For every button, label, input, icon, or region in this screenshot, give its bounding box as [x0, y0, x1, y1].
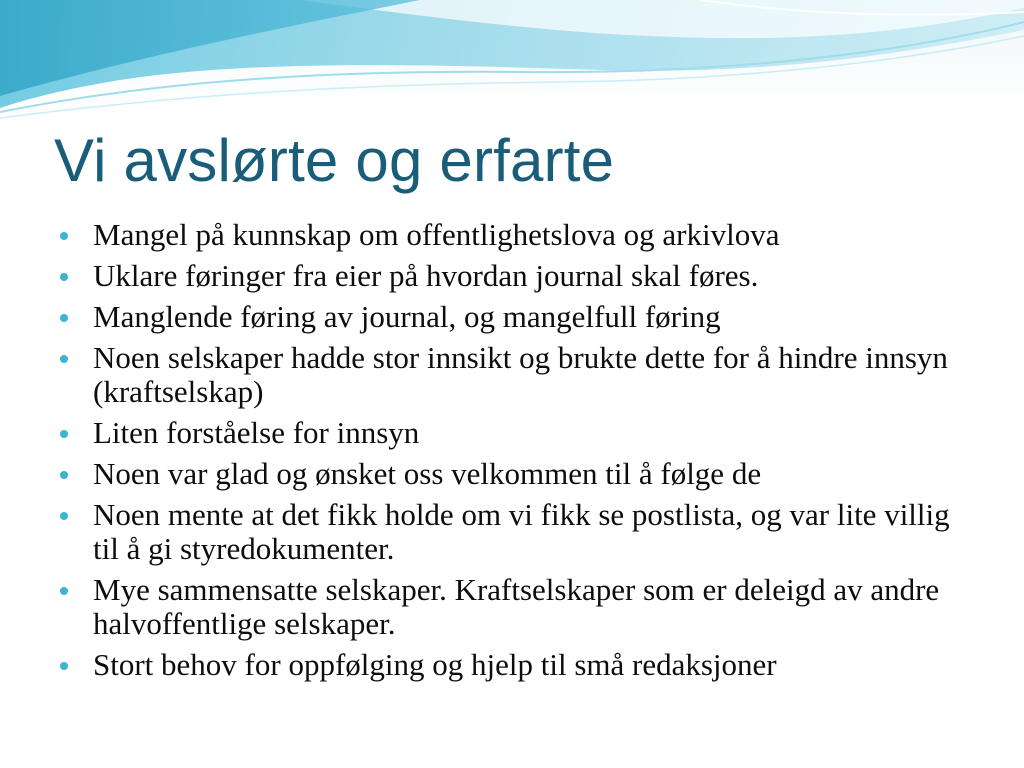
bullet-marker-icon [60, 471, 68, 479]
bullet-text: Manglende føring av journal, og mangelfull føring [93, 299, 721, 334]
bullet-list [60, 218, 960, 689]
slide-title: Vi avslørte og erfarte [54, 127, 615, 194]
bullet-marker-icon [60, 430, 68, 438]
bullet-item [60, 341, 960, 409]
bullet-text: Noen var glad og ønsket oss velkommen til å følge de [93, 456, 762, 491]
bullet-item [60, 416, 960, 450]
bullet-item [60, 457, 960, 491]
bullet-text: Noen selskaper hadde stor innsikt og brukte dette for å hindre innsyn (kraftselskap) [93, 340, 948, 409]
bullet-marker-icon [60, 273, 68, 281]
bullet-text: Stort behov for oppfølging og hjelp til små redaksjoner [93, 647, 777, 682]
bullet-item [60, 218, 960, 252]
bullet-marker-icon [60, 512, 68, 520]
bullet-marker-icon [60, 587, 68, 595]
bullet-text: Mye sammensatte selskaper. Kraftselskaper som er deleigd av andre halvoffentlige selskaper. [93, 572, 940, 641]
bullet-text: Liten forståelse for innsyn [93, 415, 420, 450]
bullet-marker-icon [60, 662, 68, 670]
bullet-item [60, 498, 960, 566]
bullet-item [60, 648, 960, 682]
bullet-item [60, 259, 960, 293]
bullet-item [60, 300, 960, 334]
decorative-wave-header [0, 0, 1024, 130]
bullet-item [60, 573, 960, 641]
bullet-marker-icon [60, 355, 68, 363]
bullet-text: Mangel på kunnskap om offentlighetslova og arkivlova [93, 217, 780, 252]
bullet-text: Noen mente at det fikk holde om vi fikk se postlista, og var lite villig til å gi styredokumenter. [93, 497, 950, 566]
bullet-marker-icon [60, 232, 68, 240]
bullet-marker-icon [60, 314, 68, 322]
bullet-text: Uklare føringer fra eier på hvordan journal skal føres. [93, 258, 759, 293]
